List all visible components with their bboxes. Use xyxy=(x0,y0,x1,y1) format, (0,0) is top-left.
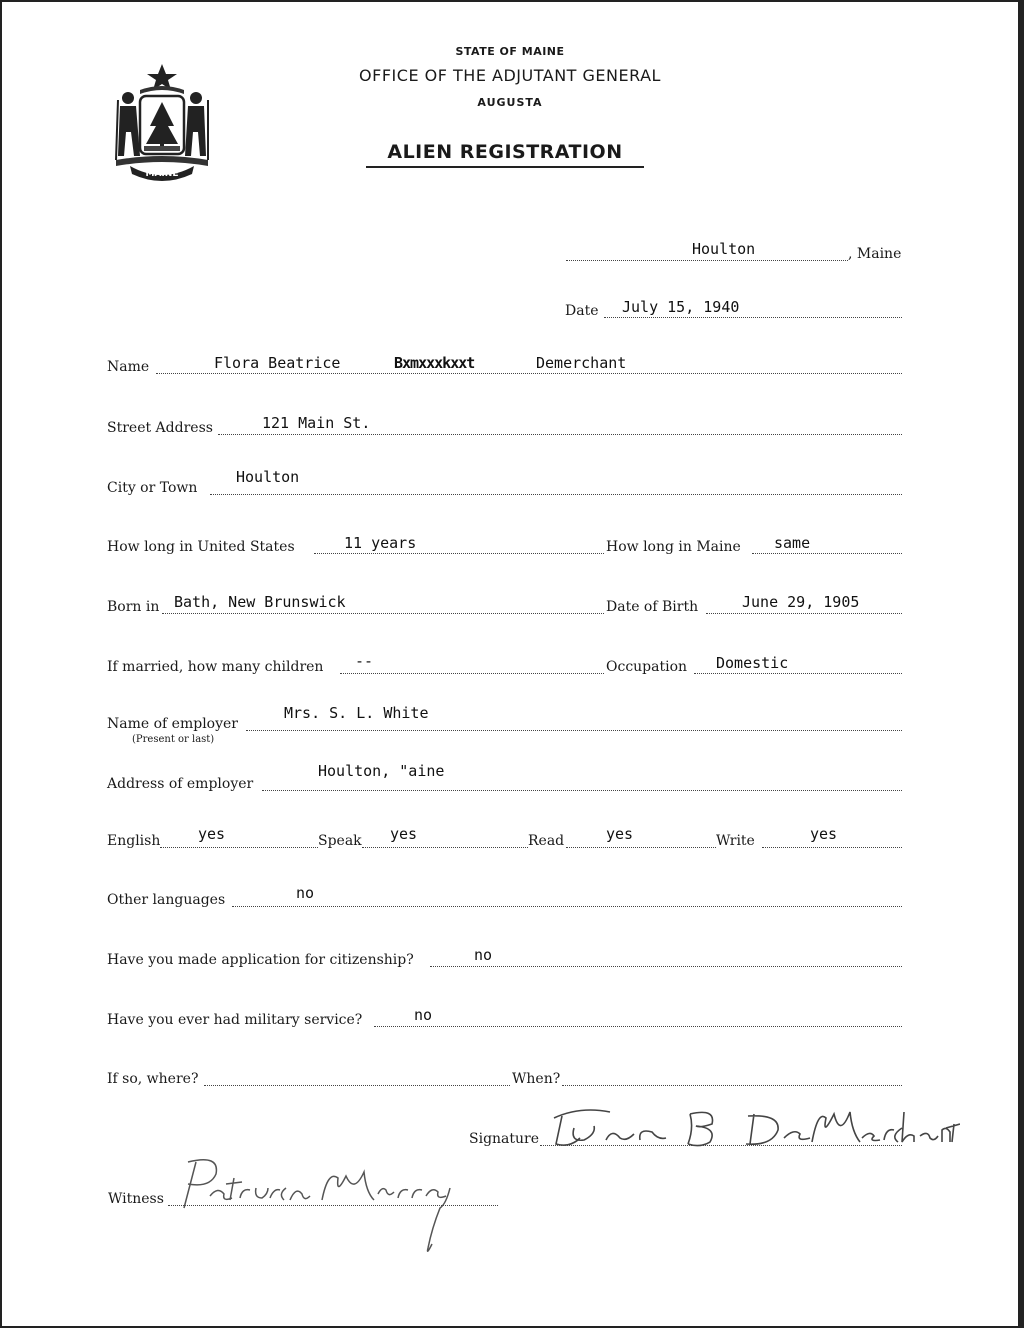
state-heading: STATE OF MAINE xyxy=(455,45,565,58)
speak-label: Speak xyxy=(318,833,362,849)
how-long-us-label: How long in United States xyxy=(107,539,295,555)
write-value[interactable]: yes xyxy=(810,825,838,843)
children-line xyxy=(340,673,604,674)
how-long-maine-label: How long in Maine xyxy=(606,539,741,555)
how-long-maine-line xyxy=(752,553,902,554)
street-line xyxy=(218,434,902,435)
english-line xyxy=(160,847,318,848)
signature-handwriting xyxy=(540,1098,960,1158)
speak-line xyxy=(362,847,528,848)
read-value[interactable]: yes xyxy=(606,825,634,843)
employer-address-line xyxy=(262,790,902,791)
dob-label: Date of Birth xyxy=(606,599,699,615)
occupation-line xyxy=(694,673,902,674)
name-first-value[interactable]: Flora Beatrice xyxy=(214,354,341,372)
name-line xyxy=(156,373,902,374)
date-line xyxy=(604,317,902,318)
street-value[interactable]: 121 Main St. xyxy=(262,414,371,432)
state-seal-icon xyxy=(110,60,214,184)
employer-address-value[interactable]: Houlton, "aine xyxy=(318,762,445,780)
other-languages-label: Other languages xyxy=(107,892,226,908)
born-in-label: Born in xyxy=(107,599,160,615)
born-in-line xyxy=(162,613,604,614)
where-label: If so, where? xyxy=(107,1071,199,1087)
svg-text:MAINE: MAINE xyxy=(145,169,179,179)
witness-label: Witness xyxy=(108,1191,164,1207)
witness-handwriting xyxy=(170,1148,470,1258)
city-town-label: City or Town xyxy=(107,480,198,496)
name-struck-value: Bxmxxxkxxt xyxy=(394,354,475,372)
citizenship-line xyxy=(430,966,902,967)
when-line xyxy=(562,1085,902,1086)
speak-value[interactable]: yes xyxy=(390,825,418,843)
citizenship-value[interactable]: no xyxy=(474,946,493,964)
dob-value[interactable]: June 29, 1905 xyxy=(742,593,860,611)
place-line xyxy=(566,260,848,261)
citizenship-label: Have you made application for citizenship? xyxy=(107,952,414,968)
date-value[interactable]: July 15, 1940 xyxy=(622,298,740,316)
employer-sublabel: (Present or last) xyxy=(132,734,215,745)
signature-label: Signature xyxy=(469,1131,540,1147)
employer-value[interactable]: Mrs. S. L. White xyxy=(284,704,429,722)
military-line xyxy=(374,1026,902,1027)
how-long-maine-value[interactable]: same xyxy=(774,534,811,552)
military-label: Have you ever had military service? xyxy=(107,1012,363,1028)
read-line xyxy=(566,847,716,848)
occupation-label: Occupation xyxy=(606,659,688,675)
born-in-value[interactable]: Bath, New Brunswick xyxy=(174,593,346,611)
employer-label: Name of employer xyxy=(107,716,238,732)
occupation-value[interactable]: Domestic xyxy=(716,654,789,672)
where-line xyxy=(204,1085,510,1086)
children-label: If married, how many children xyxy=(107,659,324,675)
office-heading: OFFICE OF THE ADJUTANT GENERAL xyxy=(359,66,661,85)
english-value[interactable]: yes xyxy=(198,825,226,843)
city-heading: AUGUSTA xyxy=(477,96,543,109)
street-label: Street Address xyxy=(107,420,213,436)
place-value[interactable]: Houlton xyxy=(692,240,756,258)
english-label: English xyxy=(107,833,161,849)
other-languages-line xyxy=(232,906,902,907)
when-label: When? xyxy=(512,1071,561,1087)
how-long-us-value[interactable]: 11 years xyxy=(344,534,417,552)
dob-line xyxy=(706,613,902,614)
employer-address-label: Address of employer xyxy=(107,776,254,792)
city-town-value[interactable]: Houlton xyxy=(236,468,300,486)
children-value[interactable]: -- xyxy=(355,652,374,670)
date-label: Date xyxy=(565,303,599,319)
other-languages-value[interactable]: no xyxy=(296,884,315,902)
read-label: Read xyxy=(528,833,565,849)
write-line xyxy=(762,847,902,848)
name-last-value[interactable]: Demerchant xyxy=(536,354,627,372)
write-label: Write xyxy=(716,833,755,849)
place-label: , Maine xyxy=(848,246,902,262)
city-town-line xyxy=(210,494,902,495)
employer-line xyxy=(246,730,902,731)
military-value[interactable]: no xyxy=(414,1006,433,1024)
form-title: ALIEN REGISTRATION xyxy=(366,141,644,168)
name-label: Name xyxy=(107,359,150,375)
how-long-us-line xyxy=(314,553,604,554)
